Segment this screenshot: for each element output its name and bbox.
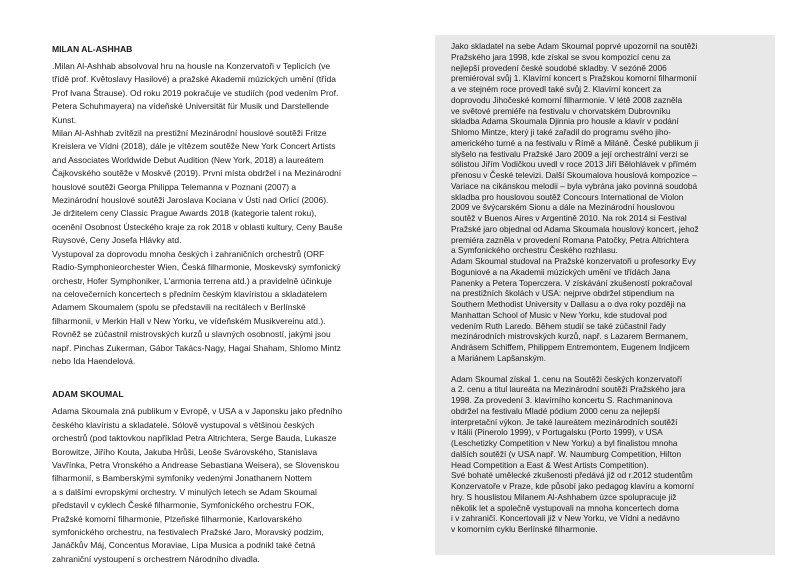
paragraph-gap: [451, 364, 763, 374]
milan-paragraph-2: Milan Al-Ashhab zvítězil na prestižní Mezinárodní houslové soutěži Fritze Kreislera ve Vídni (2018), dále je vítězem soutěže New York Concert Artists and Associates Worldwide Debut Audition (New York, 2018) a laureátem Čajkovského soutěže v Moskvě (2019). První místa obdržel i na Mezinárodní houslové soutěži Georga Philippa Telemanna v Poznani (2007) a Mezinárodní houslové soutěži Jaroslava Kociana v Ústí nad Orlicí (2006). Je držitelem ceny Classic Prague Awards 2018 (kategorie talent roku), ocenění Osobnost Ústeckého kraje za rok 2018 v oblasti kultury, Ceny Bauše Ruysové, Ceny Josefa Hlávky atd.: [52, 128, 343, 246]
right-column-panel: [435, 35, 775, 555]
awards-paragraph: Adam Skoumal získal 1. cenu na Soutěži českých konzervatoří a 2. cenu a titul laureáta na Mezinárodní soutěži Pražského jara 1998. Za provedení 3. klavírního koncertu S. Rachmaninova obdržel na festivalu Mladé pódium 2000 cenu za nejlepší interpretační výkon. Je také laureátem mezinárodních soutěží v Itálii (Pinerolo 1999), v Portugalsku (Porto 1999), v USA (Leschetizky Competition v New Yorku) a byl finalistou mnoha dalších soutěží (v USA např. W. Naumburg Competition, Hilton Head Competition a East & West Artists Competition). Své bohaté umělecké zkušenosti předává již od r.2012 studentům Konzervatoře v Praze, kde působí jako pedagog klavíru a komorní hry. S houslistou Milanem Al-Ashhabem úzce spolupracuje již několik let a společně vystupovali na mnoha koncertech doma i v zahraničí. Koncertovali již v New Yorku, ve Vídni a nedávno v komorním cyklu Berlínské filharmonie.: [451, 373, 695, 534]
adam-paragraph-1: Adama Skoumala zná publikum v Evropě, v USA a v Japonsku jako předního českého klavíristu a skladatele. Sólově vystupoval s většinou českých orchestrů (pod taktovkou například Petra Altrichtera, Serge Bauda, Lukasze Borowitze, Jiřího Kouta, Jakuba Hrůši, Leoše Svárovského, Stanislava Vavřínka, Petra Vronského a Andrease Sebastiana Weisera), se Slovenskou filharmonií, s Bamberskými symfoniky vedenými Jonathanem Nottem a s dalšími evropskými orchestry. V minulých letech se Adam Skoumal představil v cyklech České filharmonie, Symfonického orchestru FOK, Pražské komorní filharmonie, Plzeňské filharmonie, Karlovarského symfonického orchestru, na festivalech Pražské Jaro, Moravský podzim, Janáčkův Máj, Concentus Moraviae, Lípa Musica a podnikl také četná zahraniční vystoupení s orchestrem Národního divadla.: [52, 406, 343, 564]
composer-paragraph: Jako skladatel na sebe Adam Skoumal poprvé upozornil na soutěži Pražského jara 1998, kde získal se svou kompozicí cenu za nejlepší provedení české soudobé skladby. V sezóně 2006 premiéroval svůj 1. Klavírní koncert s Pražskou komorní filharmonií a ve stejném roce provedl také svůj 2. Klavírní koncert za doprovodu Jihočeské komorní filharmonie. V létě 2008 zazněla ve světové premiéře na festivalu v chorvatském Dubrovníku skladba Adama Skoumala Djinnia pro housle a klavír v podání Shlomo Mintze, který ji také zařadil do programu svého jiho- amerického turné a na festivalu v Římě a Miláně. České publikum ji slyšelo na festivalu Pražské Jaro 2009 a její orchestrální verzi se sólistou Jiřím Vodičkou uvedl v roce 2013 Jiří Bělohlávek v přímém přenosu v České televizi. Další Skoumalova houslová kompozice – Variace na cikánskou melodii – byla vybrána jako povinná soudobá skladba pro houslovou soutěž Concours International de Violon 2009 ve švýcarském Sionu a dále na Mezinárodní houslovou soutěž v Buenos Aires v Argentině 2010. Na rok 2014 si Festival Pražské jaro objednal od Adama Skoumala houslový koncert, jehož premiéra zazněla v provedení Romana Patočky, Petra Altrichtera a Symfonického orchestru Českého rozhlasu. Adam Skoumal studoval na Pražské konzervatoři u profesorky Evy Boguniové a na Akademii múzických umění ve třídách Jana Panenky a Petera Toperczera. V získávání zkušeností pokračoval na prestižních školách v USA: nejprve obdržel stipendium na Southern Methodist University v Dallasu a o dva roky později na Manhattan School of Music v New Yorku, kde studoval pod vedením Ruth Laredo. Během studií se také zúčastnil řady mezinárodních mistrovských kurzů, např. s Lazarem Bermanem, Andrásem Schiffem, Philippem Entremontem, Eugenem Indjicem a Mariánem Lapšanským.: [451, 41, 699, 363]
left-column: [52, 43, 402, 566]
milan-paragraph-1: .Milan Al-Ashhab absolvoval hru na housle na Konzervatoři v Teplicích (ve třídě prof. Květoslavy Hasilové) a pražské Akademii múzických umění (třída Prof Ivana Štrause). Od roku 2019 pokračuje ve studiích (pod vedením Prof. Petera Schuhmayera) na vídeňské Universität für Musik und Darstellende Kunst.: [52, 61, 339, 125]
milan-heading: MILAN AL-ASHHAB: [52, 44, 133, 54]
adam-heading: ADAM SKOUMAL: [52, 389, 124, 400]
milan-paragraph-3: Vystupoval za doprovodu mnoha českých i zahraničních orchestrů (ORF Radio-Symphonieorchester Wien, Česká filharmonie, Moskevský symfonický orchestr, Hofer Symphoniker, L'armonia terrena atd.) a pravidelně účinkuje na celovečerních koncertech s předním českým klavíristou a skladatelem Adamem Skoumalem (spolu se představili na recitálech v Berlínské filharmonii, v Merkin Hall v New Yorku, ve vídeňském Musikvereinu atd.). Rovněž se zúčastnil mistrovských kurzů u slavných osobností, jakými jsou např. Pinchas Zukerman, Gábor Takács-Nagy, Hagai Shaham, Shlomo Mintz nebo Ida Haendelová.: [52, 248, 341, 366]
